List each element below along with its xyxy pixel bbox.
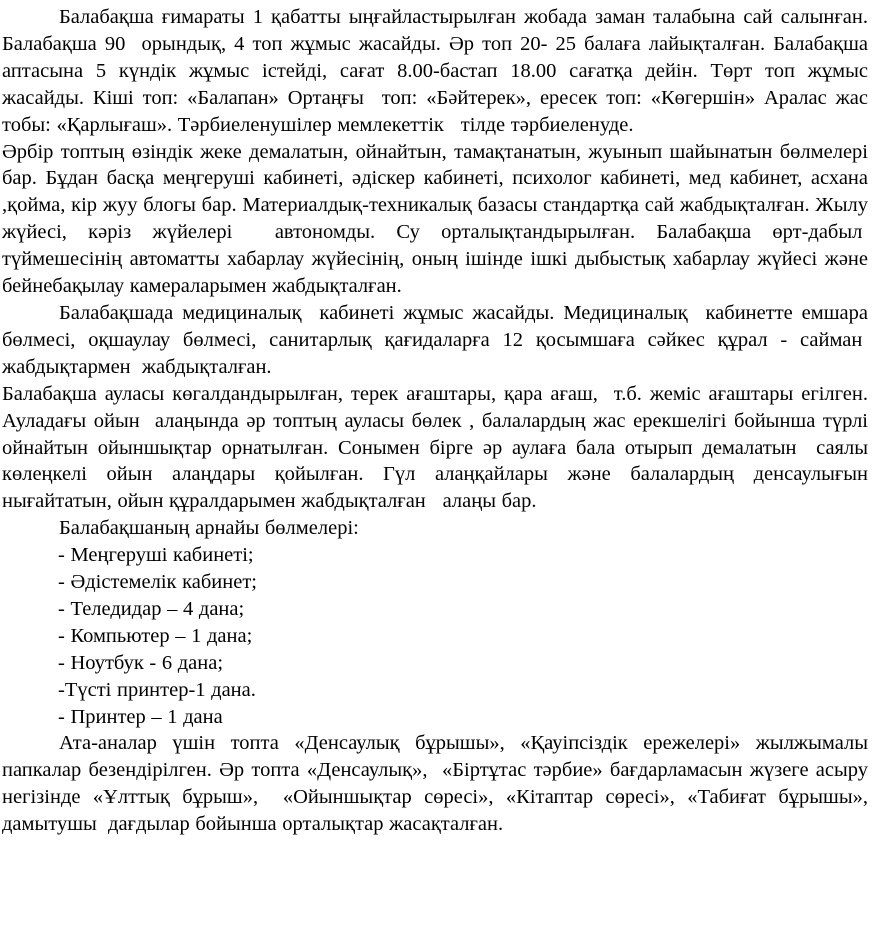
paragraph-parents-corners: Ата-аналар үшін топта «Денсаулық бұрышы», «Қауіпсіздік ережелері» жылжымалы папкалар безендірілген. Әр топта «Денсаулық», «Біртұтас тәрбие» бағдарламасын жүзеге асыру негізінде «Ұлттық бұрыш», «Ойыншықтар сөресі», «Кітаптар сөресі», «Табиғат бұрышы», дамытушы дағдылар бойынша орталықтар жасақталған. [2, 732, 868, 836]
list-item-method-room: - Әдістемелік кабинет; [58, 571, 257, 594]
paragraph-group-rooms: Әрбір топтың өзіндік жеке демалатын, ойнайтын, тамақтанатын, жуынып шайынатын бөлмелері бар. Бұдан басқа меңгеруші кабинеті, әдіскер кабинеті, психолог кабинеті, мед кабинет, асхана ,қойма, кір жуу блогы бар. Материалдық-техникалық базасы стандартқа сай жабдықталған. Жылу жүйесі, кәріз жүйелері автономды. Су орталықтандырылған. Балабақша өрт-дабыл түймешесінің автоматты хабарлау жүйесінің, оның ішінде ішкі дыбыстық хабарлау жүйесі және бейнебақылау камераларымен жабдықталған. [2, 140, 868, 298]
paragraph-yard: Балабақша ауласы көгалдандырылған, терек ағаштары, қара ағаш, т.б. жеміс ағаштары егілген. Ауладағы ойын алаңында әр топтың ауласы бөлек , балалардың жас ерекшелігі бойынша түрлі ойнайтын ойыншықтар орнатылған. Сонымен бірге әр аулаға бала отырып демалатын саялы көлеңкелі ойын алаңдары қойылған. Гүл алаңқайлары және балалардың денсаулығын нығайтатын, ойын құралдарымен жабдықталған алаңы бар. [2, 382, 868, 513]
paragraph-building-info: Балабақша ғимараты 1 қабатты ыңғайластырылған жобада заман талабына сай салынған. Балабақша 90 орындық, 4 топ жұмыс жасайды. Әр топ 20- 25 балаға лайықталған. Балабақша аптасына 5 күндік жұмыс істейді, сағат 8.00-бастап 18.00 сағатқа дейін. Төрт топ жұмыс жасайды. Кіші топ: «Балапан» Ортаңғы топ: «Бәйтерек», ересек топ: «Көгершін» Аралас жас тобы: «Қарлығаш». Тәрбиеленушілер мемлекеттік тілде тәрбиеленуде. [2, 6, 868, 136]
list-item-printer: - Принтер – 1 дана [58, 705, 223, 728]
list-item-color-printer: -Түсті принтер-1 дана. [58, 678, 256, 701]
list-item-manager-office: - Меңгеруші кабинеті; [58, 544, 254, 567]
list-item-notebook: - Ноутбук - 6 дана; [58, 651, 224, 674]
list-item-computer: - Компьютер – 1 дана; [58, 624, 253, 647]
list-item-tv: - Теледидар – 4 дана; [58, 597, 245, 620]
paragraph-medical-room: Балабақшада медициналық кабинеті жұмыс жасайды. Медициналық кабинетте емшара бөлмесі, оқшаулау бөлмесі, санитарлық қағидаларға 12 қосымшаға сәйкес құрал - сайман жабдықтармен жабдықталған. [2, 301, 868, 378]
special-rooms-heading: Балабақшаның арнайы бөлмелері: [59, 517, 359, 540]
